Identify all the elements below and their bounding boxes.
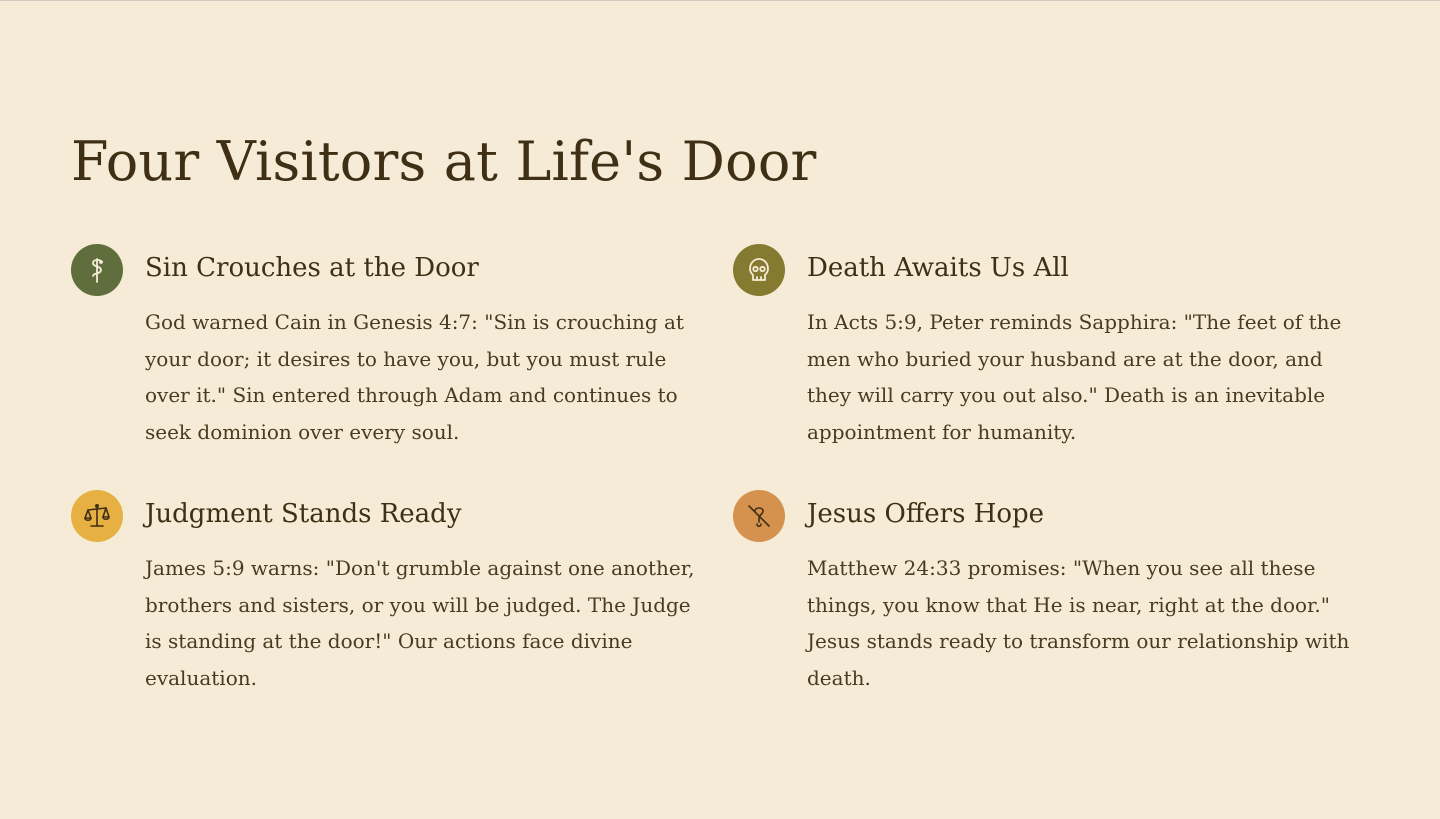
card-body: James 5:9 warns: "Don't grumble against one another, brothers and sisters, or you will be judged. The Judge is standing at the door!" Our actions face divine evaluation.: [145, 556, 695, 690]
snake-staff-icon: [71, 244, 123, 296]
skull-icon: [733, 244, 785, 296]
card-title: Jesus Offers Hope: [807, 499, 1045, 529]
page-title: Four Visitors at Life's Door: [71, 130, 817, 193]
card-body: In Acts 5:9, Peter reminds Sapphira: "The feet of the men who buried your husband are at the door, and they will carry you out also." Death is an inevitable appointment for humanity.: [807, 310, 1342, 444]
card-body: God warned Cain in Genesis 4:7: "Sin is crouching at your door; it desires to have you, but you must rule over it." Sin entered through Adam and continues to seek dominion over every soul.: [145, 310, 684, 444]
card-title: Sin Crouches at the Door: [145, 253, 479, 283]
top-divider: [0, 0, 1440, 1]
card-title: Death Awaits Us All: [807, 253, 1069, 283]
scales-icon: [71, 490, 123, 542]
card-title: Judgment Stands Ready: [145, 499, 462, 529]
hope-crossed-icon: [733, 490, 785, 542]
card-body: Matthew 24:33 promises: "When you see all these things, you know that He is near, right at the door." Jesus stands ready to transform our relationship with death.: [807, 556, 1350, 690]
